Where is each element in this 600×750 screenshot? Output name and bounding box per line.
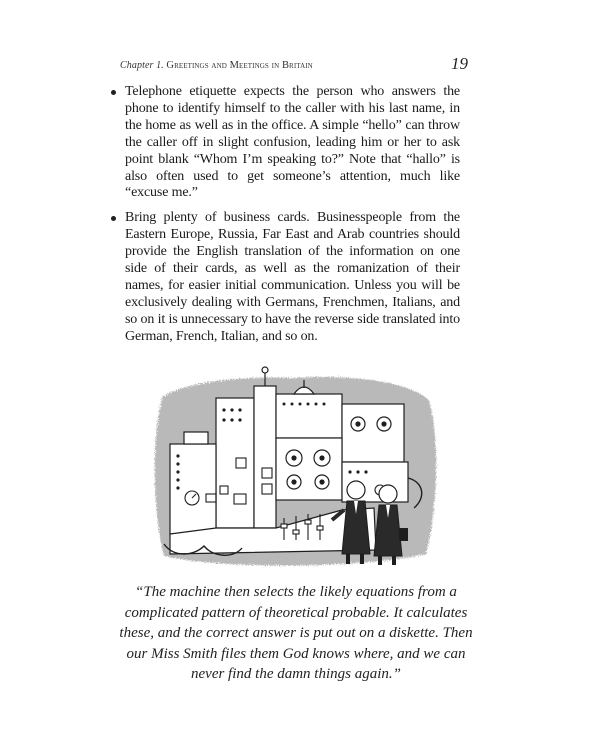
bullet-item [110,84,460,202]
cartoon-caption: “The machine then selects the likely equations from a complicated pattern of theoretical probable. It calculates these, and the correct answer is put out on a diskette. Then our Miss Smith files them God knows where, and we can never find the damn things again.” [119,584,473,682]
bullet-icon [111,90,116,95]
page-number: 19 [451,54,468,73]
running-head [120,60,450,71]
bullet-icon [111,216,116,221]
chapter-title: Greetings and Meetings in Britain [166,60,313,71]
chapter-prefix: Chapter 1. [120,60,164,71]
bullet-list [110,84,460,354]
bullet-item [110,210,460,345]
bullet-text: Bring plenty of business cards. Businesspeople from the Eastern Europe, Russia, Far East and Arab countries should provide the English translation of the information on one side of their cards, as well as the romanization of their names, for easier initial communication. Unless you will be exclusively dealing with Germans, Frenchmen, Italians, and so on it is unnecessary to have the reverse side translated into German, French, Italian, and so on. [125,210,460,344]
cartoon-illustration [144,358,444,573]
bullet-text: Telephone etiquette expects the person who answers the phone to identify himself to the caller with his last name, in the home as well as in the office. A simple “hello” can throw the caller off in slight confusion, leading him or her to ask point blank “Whom I’m speaking to?” Note that “hallo” is also often used to get someone’s attention, much like “excuse me.” [125,84,460,201]
